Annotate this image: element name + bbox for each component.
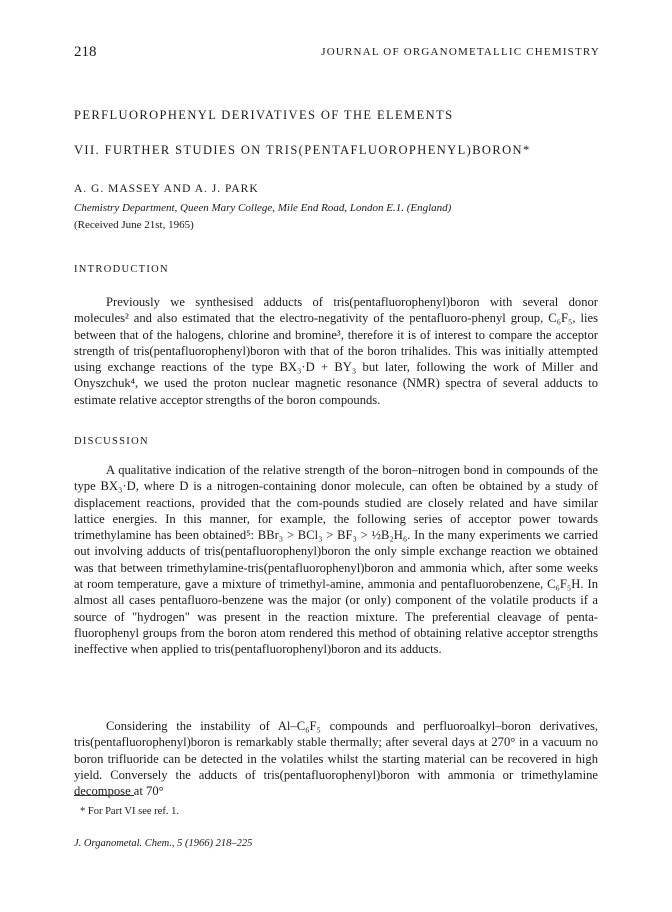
running-title: JOURNAL OF ORGANOMETALLIC CHEMISTRY <box>321 46 600 58</box>
journal-reference: J. Organometal. Chem., 5 (1966) 218–225 <box>74 838 253 849</box>
discussion-paragraph-1: A qualitative indication of the relative strength of the boron–nitrogen bond in compounds of the type BX₃·D, where D is a nitrogen-containing donor molecule, can often be obtained by a study of displacement reactions, provided that the com-pounds studied are closely related and have similar lattice energies. In this manner, for example, the following series of acceptor power towards trimethylamine has been obtained⁵: BBr₃ > BCl₃ > BF₃ > ½B₂H₆. In the many experiments we carried out involving adducts of tris(pentafluorophenyl)boron the only simple exchange reaction we obtained was that between trimethylamine-tris(pentafluorophenyl)boron and ammonia which, after some weeks at room temperature, gave a mixture of trimethyl-amine, ammonia and pentafluorobenzene, C₆F₅H. In almost all cases pentafluoro-benzene was the major (or only) component of the volatile products if a source of "hydrogen" was present in the reaction mixture. The preferential cleavage of penta-fluorophenyl groups from the boron atom rendered this method of obtaining relative acceptor strengths ineffective when applied to tris(pentafluorophenyl)boron and its adducts. <box>74 463 598 657</box>
footnote: * For Part VI see ref. 1. <box>80 806 179 817</box>
authors: A. G. MASSEY AND A. J. PARK <box>74 183 259 195</box>
discussion-heading: DISCUSSION <box>74 436 149 447</box>
introduction-paragraph: Previously we synthesised adducts of tris(pentafluorophenyl)boron with several donor molecules² and also estimated that the electro-negativity of the pentafluoro-phenyl group, C₆F₅, lies between that of the halogens, chlorine and bromine³, therefore it is of interest to compare the acceptor strength of tris(pentafluorophenyl)boron with that of the boron trihalides. This was initially attempted using exchange reactions of the type BX₃·D + BY₃ but later, following the work of Miller and Onyszchuk⁴, we used the proton nuclear magnetic resonance (NMR) spectra of several adducts to estimate relative acceptor strengths of the boron compounds. <box>74 295 598 407</box>
page-number: 218 <box>74 44 97 60</box>
introduction-heading: INTRODUCTION <box>74 264 169 275</box>
footnote-divider <box>74 795 134 796</box>
article-title-line1: PERFLUOROPHENYL DERIVATIVES OF THE ELEMENTS <box>74 108 454 122</box>
article-title-line2: VII. FURTHER STUDIES ON TRIS(PENTAFLUOROPHENYL)BORON* <box>74 143 531 157</box>
discussion-paragraph-2: Considering the instability of Al–C₆F₅ compounds and perfluoroalkyl–boron derivatives, tris(pentafluorophenyl)boron is remarkably stable thermally; after several days at 270° in a vacuum no boron trifluoride can be detected in the volatiles whilst the starting material can be recovered in high yield. Conversely the adducts of tris(pentafluorophenyl)boron with ammonia or trimethylamine decompose at 70° <box>74 719 598 799</box>
received-date: (Received June 21st, 1965) <box>74 219 194 231</box>
affiliation: Chemistry Department, Queen Mary College, Mile End Road, London E.1. (England) <box>74 202 452 214</box>
